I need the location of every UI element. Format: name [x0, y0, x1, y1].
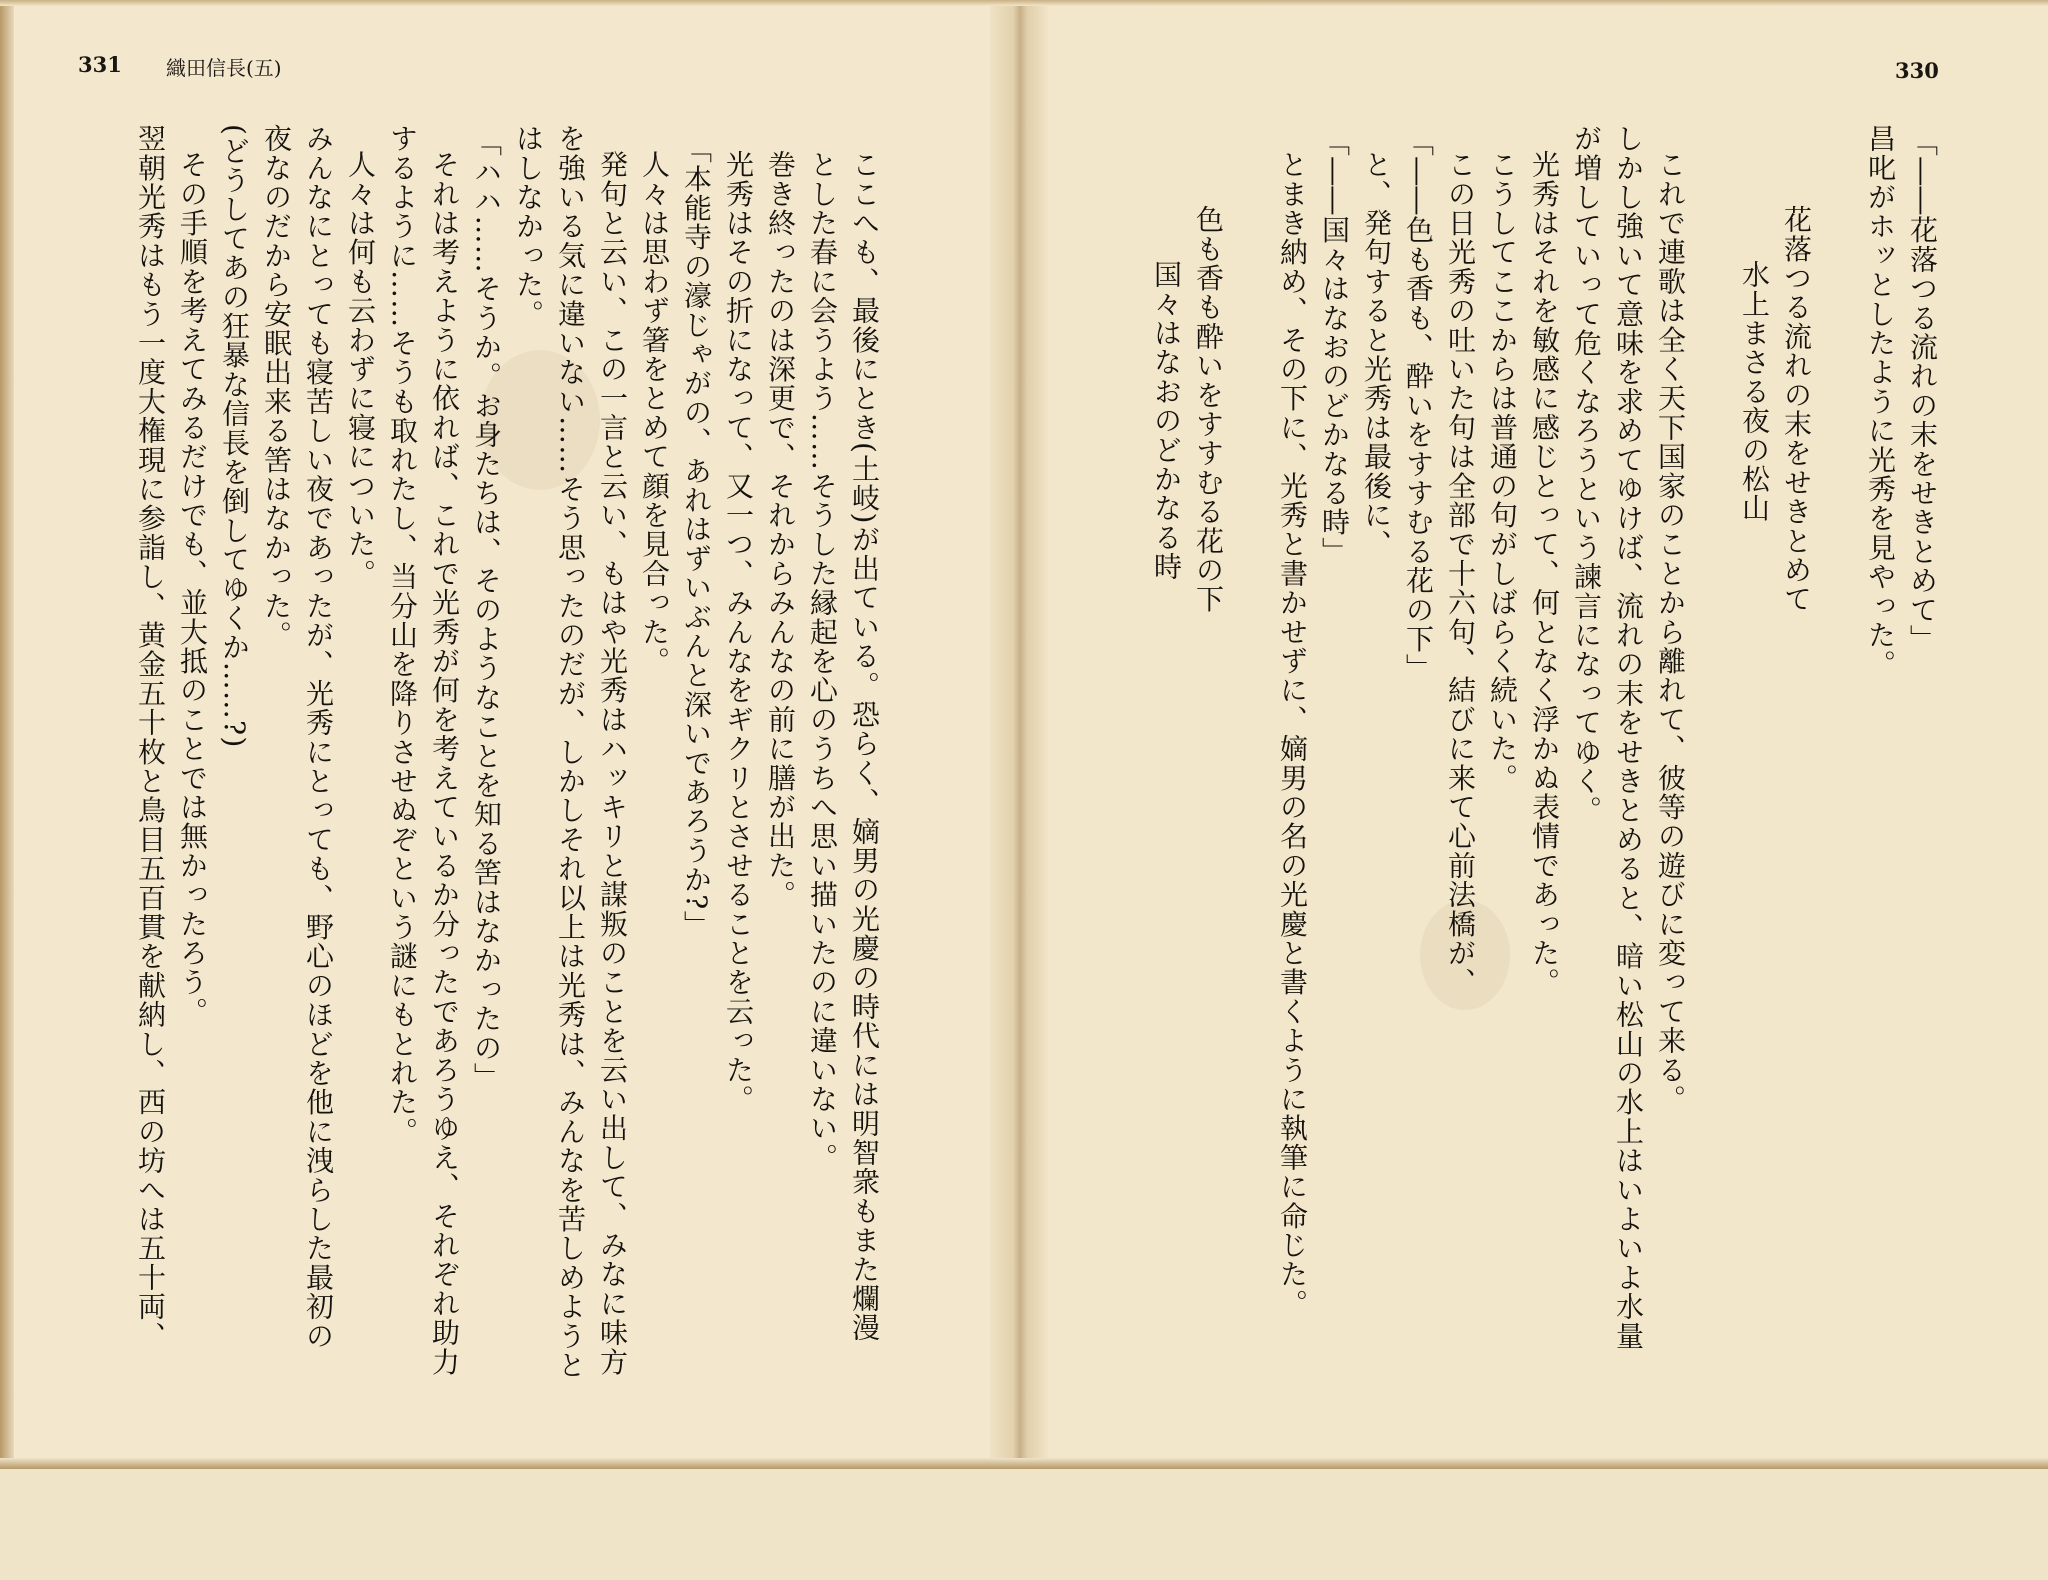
text-column: 人々は思わず箸をとめて顔を見合った。: [638, 150, 671, 676]
text-column: その手順を考えてみるだけでも、並大抵のことでは無かったろう。: [176, 150, 209, 1026]
text-column: 巻き終ったのは深更で、それからみんなの前に膳が出た。: [764, 150, 797, 910]
text-column: 発句と云い、この一言と云い、もはや光秀はハッキリと謀叛のことを云い出して、みなに味方: [596, 150, 629, 1377]
text-column: とまき納め、その下に、光秀と書かせずに、嫡男の名の光慶と書くように執筆に命じた。: [1276, 150, 1309, 1318]
text-column: (どうしてあの狂暴な信長を倒してゆくか……?): [218, 124, 251, 749]
poem-line: 水上まさる夜の松山: [1738, 260, 1771, 523]
text-column: みんなにとっても寝苦しい夜であったが、光秀にとっても、野心のほどを他に洩らした最初の: [302, 124, 335, 1351]
page-edge-top: [0, 0, 2048, 6]
text-column: と、発句すると光秀は最後に、: [1360, 150, 1393, 559]
text-column: 「――花落つる流れの末をせきとめて」: [1906, 128, 1939, 654]
poem-line: 花落つる流れの末をせきとめて: [1780, 205, 1813, 614]
text-column: が増していって危くなろうという諫言になってゆく。: [1570, 124, 1603, 825]
text-column: はしなかった。: [512, 124, 545, 329]
text-column: これで連歌は全く天下国家のことから離れて、彼等の遊びに変って来る。: [1654, 150, 1687, 1114]
text-column: を強いる気に違いない……そう思ったのだが、しかしそれ以上は光秀は、みんなを苦しめようと: [554, 124, 587, 1380]
text-column: 人々は何も云わずに寝についた。: [344, 150, 377, 588]
text-column: 「――国々はなおのどかなる時」: [1318, 128, 1351, 566]
book-gutter: [990, 0, 1048, 1469]
text-column: それは考えように依れば、これで光秀が何を考えているか分ったであろうゆえ、それぞれ助力: [428, 150, 461, 1377]
poem-line: 色も香も酔いをすすむる花の下: [1192, 205, 1225, 614]
text-column: 「ハハ……そうか。お身たちは、そのようなことを知る筈はなかったの」: [470, 128, 503, 1092]
text-column: とした春に会うよう……そうした縁起を心のうちへ思い描いたのに違いない。: [806, 150, 839, 1172]
text-column: こうしてここからは普通の句がしばらく続いた。: [1486, 150, 1519, 793]
left-page-number: 331: [78, 52, 122, 77]
right-page-number: 330: [1895, 58, 1939, 83]
poem-line: 国々はなおのどかなる時: [1150, 260, 1183, 582]
text-column: するように……そうも取れたし、当分山を降りさせぬぞという謎にもとれた。: [386, 124, 419, 1146]
text-column: 「――色も香も、酔いをすすむる花の下」: [1402, 128, 1435, 683]
text-column: 光秀はその折になって、又一つ、みんなをギクリとさせることを云った。: [722, 150, 755, 1114]
running-title: 織田信長(五): [166, 56, 282, 80]
text-column: 翌朝光秀はもう一度大権現に参詣し、黄金五十枚と鳥目五百貫を献納し、西の坊へは五十両、: [134, 124, 167, 1351]
text-column: 「本能寺の濠じゃがの、あれはずいぶんと深いであろうか?」: [680, 135, 713, 940]
page-edge-left: [0, 0, 14, 1469]
text-column: 光秀はそれを敏感に感じとって、何となく浮かぬ表情であった。: [1528, 150, 1561, 997]
text-column: 夜なのだから安眠出来る筈はなかった。: [260, 124, 293, 650]
text-column: この日光秀の吐いた句は全部で十六句、結びに来て心前法橋が、: [1444, 150, 1477, 997]
text-column: ここへも、最後にとき(土岐)が出ている。恐らく、嫡男の光慶の時代には明智衆もまた爛漫: [848, 150, 881, 1343]
text-column: 昌叱がホッとしたように光秀を見やった。: [1864, 124, 1897, 679]
text-column: しかし強いて意味を求めてゆけば、流れの末をせきとめると、暗い松山の水上はいよいよ水量: [1612, 124, 1645, 1351]
